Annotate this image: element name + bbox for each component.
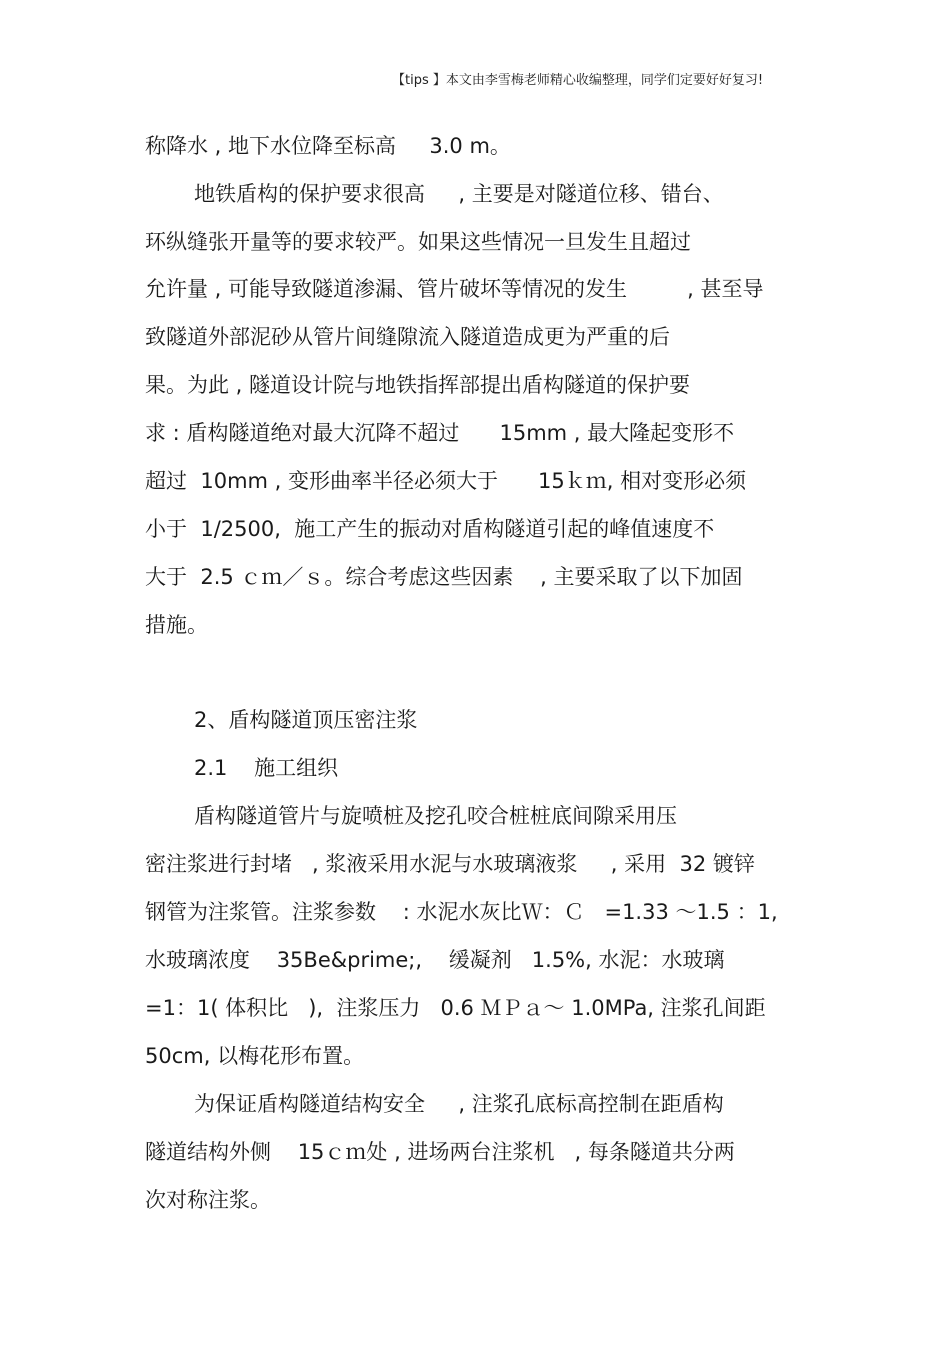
section-heading: 2、盾构隧道顶压密注浆 [194,708,418,732]
text-line: 为保证盾构隧道结构安全 , 注浆孔底标高控制在距盾构 [194,1092,724,1116]
subsection-heading: 2.1 施工组织 [194,756,339,780]
text-line: 密注浆进行封堵 , 浆液采用水泥与水玻璃液浆 , 采用 32 镀锌 [145,852,755,876]
text-line: 钢管为注浆管。注浆参数 : 水泥水灰比Ｗ：Ｃ =1.33 ～1.5 ：1, [145,900,778,924]
text-line: 致隧道外部泥砂从管片间缝隙流入隧道造成更为严重的后 [145,325,670,349]
text-line: 50cm, 以梅花形布置。 [145,1044,365,1068]
text-line: 超过 10mm , 变形曲率半径必须大于 15ｋｍ, 相对变形必须 [145,469,747,493]
text-line: 环纵缝张开量等的要求较严。如果这些情况一旦发生且超过 [145,230,691,254]
text-line: 称降水 , 地下水位降至标高 3.0 m。 [145,134,511,158]
text-line: 允许量 , 可能导致隧道渗漏、管片破坏等情况的发生 , 甚至导 [145,277,764,301]
text-line: 大于 2.5 ｃｍ／ｓ。综合考虑这些因素 , 主要采取了以下加固 [145,565,743,589]
text-line: 盾构隧道管片与旋喷桩及挖孔咬合桩桩底间隙采用压 [194,804,677,828]
text-line: 隧道结构外侧 15ｃｍ处 , 进场两台注浆机 , 每条隧道共分两 [145,1140,735,1164]
text-line: =1：1( 体积比 ), 注浆压力 0.6 ＭＰａ～ 1.0MPa, 注浆孔间距 [145,996,766,1020]
text-line: 地铁盾构的保护要求很高 , 主要是对隧道位移、错台、 [194,182,724,206]
header-tips: 【tips 】本文由李雪梅老师精心收编整理，同学们定要好好复习! [392,73,764,88]
text-line: 求 : 盾构隧道绝对最大沉降不超过 15mm , 最大隆起变形不 [145,421,735,445]
text-line: 水玻璃浓度 35Be&prime;, 缓凝剂 1.5%, 水泥：水玻璃 [145,948,725,972]
text-line: 果。为此 , 隧道设计院与地铁指挥部提出盾构隧道的保护要 [145,373,691,397]
text-line: 小于 1/2500, 施工产生的振动对盾构隧道引起的峰值速度不 [145,517,715,541]
text-line: 次对称注浆。 [145,1188,271,1212]
text-line: 措施。 [145,613,208,637]
